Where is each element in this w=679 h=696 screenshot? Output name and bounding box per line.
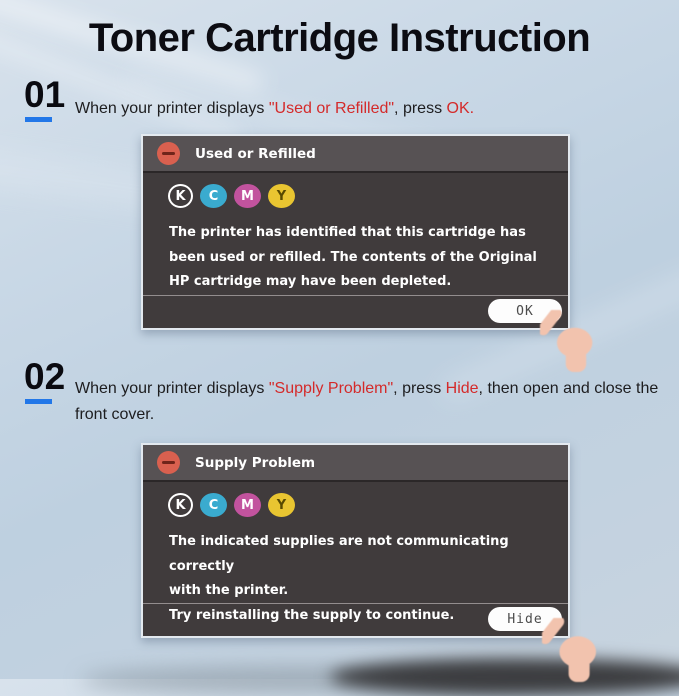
message-line: been used or refilled. The contents of the Original — [169, 249, 537, 265]
step-1-number: 01 — [24, 74, 66, 115]
screen-footer-divider — [143, 295, 568, 296]
highlighted-button-text: OK. — [446, 100, 475, 117]
printer-screen-supply-problem — [141, 443, 570, 638]
toner-black-icon: K — [168, 493, 193, 517]
instruction-text: When your printer displays — [75, 380, 269, 397]
message-line: The indicated supplies are not communicating correctly — [169, 534, 509, 574]
message-line: Try reinstalling the supply to continue. — [169, 607, 455, 623]
screen-title: Supply Problem — [195, 454, 316, 471]
toner-color-row — [168, 493, 568, 517]
message-line: HP cartridge may have been depleted. — [169, 274, 452, 289]
pointing-hand-icon — [540, 310, 604, 372]
printer-screen-used-or-refilled — [141, 134, 570, 330]
toner-magenta-icon: M — [234, 184, 261, 208]
pointing-hand-icon — [542, 618, 608, 682]
step-1-underline — [25, 117, 52, 122]
hide-button[interactable]: Hide — [488, 607, 562, 631]
screen-header — [143, 136, 568, 173]
step-1-instruction — [75, 96, 635, 122]
instruction-text: , press — [394, 100, 447, 117]
screen-title: Used or Refilled — [195, 145, 316, 162]
screen-footer-divider — [143, 603, 568, 604]
alert-minus-icon — [157, 451, 180, 474]
highlighted-display-text: "Used or Refilled" — [268, 100, 395, 117]
screen-header — [143, 445, 568, 482]
highlighted-display-text: "Supply Problem" — [268, 380, 394, 397]
screen-message — [169, 221, 568, 295]
highlighted-button-text: Hide — [445, 380, 479, 397]
toner-cyan-icon: C — [200, 493, 227, 517]
toner-cyan-icon: C — [200, 184, 227, 208]
toner-black-icon: K — [168, 184, 193, 208]
alert-minus-icon — [157, 142, 180, 165]
page-title: Toner Cartridge Instruction — [88, 16, 591, 60]
step-2-number: 02 — [24, 356, 66, 397]
toner-color-row — [168, 184, 568, 208]
instruction-text: , then open and close the front cover. — [75, 380, 659, 423]
message-line: with the printer. — [169, 583, 289, 598]
toner-yellow-icon: Y — [268, 493, 295, 517]
toner-yellow-icon: Y — [268, 184, 295, 208]
instruction-text: When your printer displays — [75, 100, 269, 117]
ok-button[interactable]: OK — [488, 299, 562, 323]
toner-magenta-icon: M — [234, 493, 261, 517]
instruction-text: , press — [393, 380, 446, 397]
step-2-underline — [25, 399, 52, 404]
message-line: The printer has identified that this cartridge has — [169, 225, 526, 240]
step-2-instruction — [75, 376, 661, 428]
